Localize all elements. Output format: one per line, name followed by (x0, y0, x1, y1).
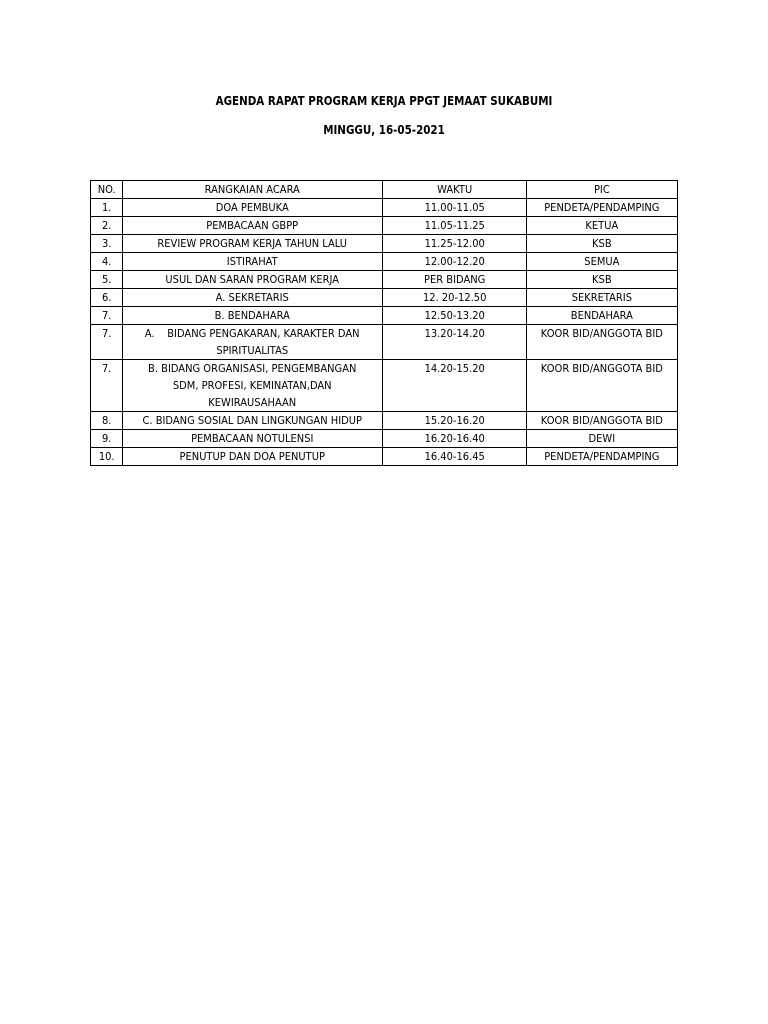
table-row (91, 217, 678, 235)
document-date: MINGGU, 16-05-2021 (323, 123, 445, 137)
header-waktu: WAKTU (382, 181, 526, 199)
cell-no: 2. (91, 217, 123, 235)
cell-waktu: 15.20-16.20 (382, 412, 526, 430)
cell-waktu: 11.00-11.05 (382, 199, 526, 217)
cell-no: 5. (91, 271, 123, 289)
table-header-row (91, 181, 678, 199)
table-row (91, 412, 678, 430)
cell-no: 3. (91, 235, 123, 253)
cell-pic: KETUA (527, 217, 678, 235)
agenda-table (90, 180, 678, 466)
cell-acara: PENUTUP DAN DOA PENUTUP (123, 448, 382, 466)
cell-acara: C. BIDANG SOSIAL DAN LINGKUNGAN HIDUP (123, 412, 382, 430)
cell-acara: A. BIDANG PENGAKARAN, KARAKTER DAN SPIRITUALITAS (123, 325, 382, 360)
cell-no: 6. (91, 289, 123, 307)
cell-pic: KOOR BID/ANGGOTA BID (527, 325, 678, 360)
cell-acara: DOA PEMBUKA (123, 199, 382, 217)
cell-no: 1. (91, 199, 123, 217)
cell-pic: DEWI (527, 430, 678, 448)
cell-pic: PENDETA/PENDAMPING (527, 448, 678, 466)
cell-acara: USUL DAN SARAN PROGRAM KERJA (123, 271, 382, 289)
cell-pic: SEKRETARIS (527, 289, 678, 307)
table-row (91, 325, 678, 360)
document-title: AGENDA RAPAT PROGRAM KERJA PPGT JEMAAT SUKABUMI (215, 94, 553, 108)
cell-no: 7. (91, 325, 123, 360)
table-row (91, 199, 678, 217)
cell-acara: B. BENDAHARA (123, 307, 382, 325)
cell-no: 9. (91, 430, 123, 448)
header-acara: RANGKAIAN ACARA (123, 181, 382, 199)
header-pic: PIC (527, 181, 678, 199)
cell-waktu: 11.05-11.25 (382, 217, 526, 235)
cell-waktu: 12.00-12.20 (382, 253, 526, 271)
cell-waktu: 16.40-16.45 (382, 448, 526, 466)
table-row (91, 448, 678, 466)
cell-acara: ISTIRAHAT (123, 253, 382, 271)
cell-no: 7. (91, 307, 123, 325)
table-row (91, 307, 678, 325)
cell-pic: PENDETA/PENDAMPING (527, 199, 678, 217)
cell-pic: BENDAHARA (527, 307, 678, 325)
cell-no: 4. (91, 253, 123, 271)
cell-pic: KSB (527, 271, 678, 289)
cell-no: 8. (91, 412, 123, 430)
cell-waktu: 11.25-12.00 (382, 235, 526, 253)
cell-acara: PEMBACAAN GBPP (123, 217, 382, 235)
cell-no: 10. (91, 448, 123, 466)
table-row (91, 360, 678, 412)
cell-pic: KSB (527, 235, 678, 253)
cell-waktu: PER BIDANG (382, 271, 526, 289)
cell-waktu: 13.20-14.20 (382, 325, 526, 360)
table-row (91, 271, 678, 289)
cell-acara: A. SEKRETARIS (123, 289, 382, 307)
table-row (91, 430, 678, 448)
table-row (91, 253, 678, 271)
cell-pic: KOOR BID/ANGGOTA BID (527, 360, 678, 412)
cell-acara: REVIEW PROGRAM KERJA TAHUN LALU (123, 235, 382, 253)
header-no: NO. (91, 181, 123, 199)
cell-no: 7. (91, 360, 123, 412)
table-row (91, 235, 678, 253)
cell-waktu: 12.50-13.20 (382, 307, 526, 325)
cell-acara: PEMBACAAN NOTULENSI (123, 430, 382, 448)
cell-pic: KOOR BID/ANGGOTA BID (527, 412, 678, 430)
table-row (91, 289, 678, 307)
cell-waktu: 16.20-16.40 (382, 430, 526, 448)
cell-waktu: 12. 20-12.50 (382, 289, 526, 307)
cell-pic: SEMUA (527, 253, 678, 271)
cell-acara: B. BIDANG ORGANISASI, PENGEMBANGAN SDM, PROFESI, KEMINATAN,DAN KEWIRAUSAHAAN (123, 360, 382, 412)
cell-waktu: 14.20-15.20 (382, 360, 526, 412)
